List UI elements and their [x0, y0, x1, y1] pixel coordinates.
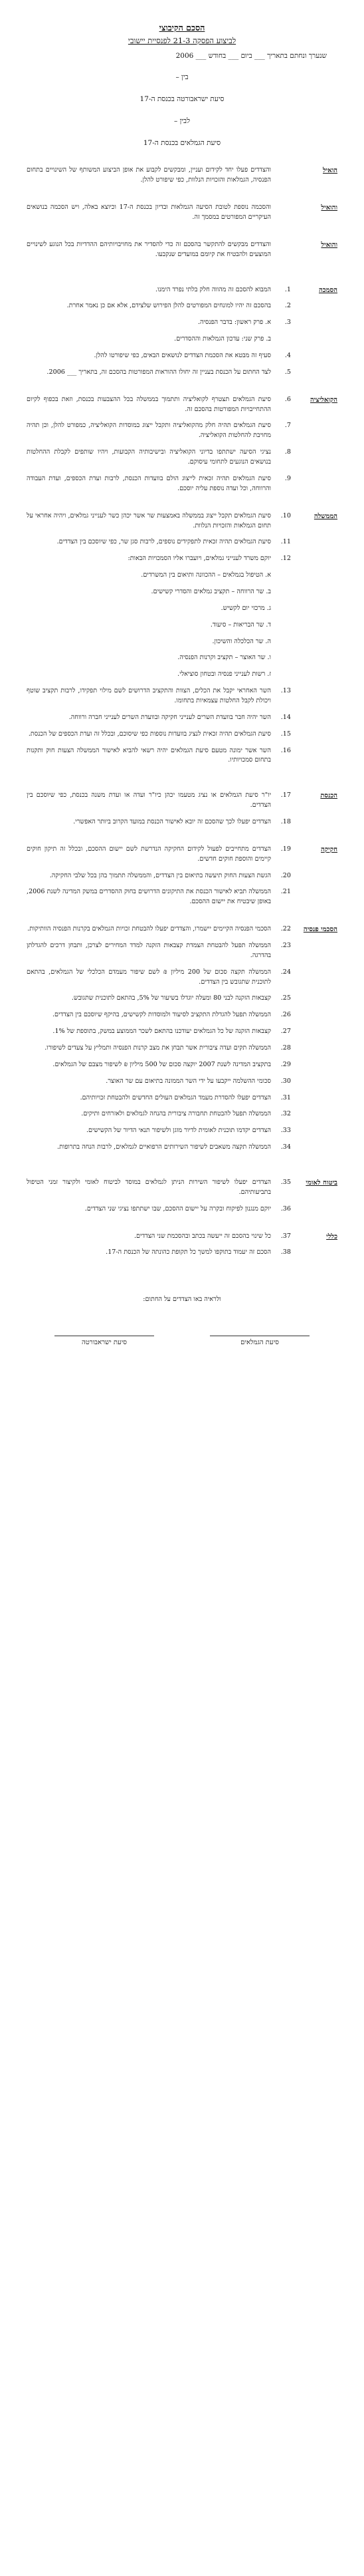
- section-row: [27, 240, 337, 267]
- clause: [27, 746, 291, 766]
- document-title: הסכם הקיבוצי: [159, 23, 205, 33]
- clause-number: 22.: [280, 925, 291, 933]
- clause: [27, 395, 291, 415]
- clause-number: 8.: [284, 448, 291, 456]
- clause-number: 19.: [280, 845, 291, 853]
- clause: [27, 335, 291, 345]
- clause-number: 35.: [280, 1179, 291, 1187]
- clause-text: קצבאות הזקנה לבני 80 ומעלה יוגדלו בשיעור של 5%, בהתאם לתוכנית שתגובש.: [71, 994, 271, 1002]
- clause-text: הצדדים מתחייבים לפעול לקידום החקיקה הנדרשת לשם יישום ההסכם, ובכלל זה תיקון חוקים קיימים והוספת חוקים חדשים.: [27, 845, 271, 863]
- clause-text: הצדדים יפעלו לשיפור השירות הניתן לגמלאים במוסד לביטוח לאומי ולקיצור זמני הטיפול בתביעותיהם.: [27, 1179, 271, 1196]
- section-heading: הואיל: [322, 167, 337, 175]
- clause-number: 20.: [280, 871, 291, 879]
- clause-number: 10.: [280, 511, 291, 519]
- clause: [27, 1248, 291, 1258]
- clause-number: 34.: [280, 1143, 291, 1151]
- section-heading: חקיקה: [321, 845, 337, 853]
- section-body: [27, 1178, 291, 1221]
- clause-number: 30.: [280, 1077, 291, 1085]
- document-header: [27, 23, 337, 45]
- clause-text: המבוא להסכם זה מהווה חלק בלתי נפרד הימנו.: [155, 285, 271, 293]
- clause-number: 21.: [280, 888, 291, 896]
- section-spacer: [27, 229, 337, 240]
- section-row: [27, 1232, 337, 1265]
- clause-number: [271, 240, 291, 260]
- clause-text: ב. שר הרווחה – תקציב גמלאים והסדרי קשישים.: [151, 587, 271, 595]
- clause-text: הממשלה תפעל להגדלת התקציב לסיעוד ולמוסדות לקשישים, בהיקף שיוסכם בין הצדדים.: [52, 1011, 271, 1019]
- clause-number: 23.: [280, 941, 291, 949]
- clause: [27, 1093, 291, 1103]
- clause: [27, 686, 291, 706]
- clause-number: 26.: [280, 1011, 291, 1019]
- clause-text: והצדדים פעלו יחד לקידום ועניין, ומבקשים לקבוע את אופן הביצוע המשותף של השינויים בתחום הפנסיה, הגמלאות והזכויות הנלוות, כפי שיפורט להלן.: [27, 166, 271, 184]
- clause-number: 16.: [280, 746, 291, 754]
- clause-text: סיעת הגמלאים תהיה זכאית לנציג בוועדות נוספות כפי שיסוכם, ובכלל זה ועדת הכספים של הכנסת.: [28, 730, 271, 738]
- section-heading: הממשלה: [314, 512, 337, 520]
- clause-number: 3.: [284, 319, 291, 327]
- clause-number: [271, 653, 291, 663]
- clause-text: יוקם משרד לענייני גמלאים, ויועברו אליו הסמכויות הבאות:: [128, 555, 271, 563]
- clause-text: הממשלה תפעל להבטחת הצמדת קצבאות הזקנה למדד המחירים לצרכן, ותבחן דרכים להגדלתן בהדרגה.: [27, 941, 271, 959]
- clause-text: הצדדים יפעלו להסדרת מעמד הגמלאים העולים החדשים ולהבטחת זכויותיהם.: [80, 1093, 271, 1101]
- clause: [27, 925, 291, 934]
- signatures: [27, 1336, 337, 1346]
- signature-right-label: סיעת ישראבורטה: [82, 1339, 127, 1347]
- clause: [27, 637, 291, 647]
- clause-text: לצד החתום על הכנסת בעניין זה יחולו ההוראות המפורטות בהסכם זה, בתאריך ___ 2006.: [46, 368, 271, 376]
- section-body: [27, 925, 291, 1159]
- clause-text: הצדדים יפעלו לכך שהסכם זה יובא לאישור הכנסת במועד הקרוב ביותר האפשרי.: [73, 817, 271, 825]
- clause: [27, 571, 291, 581]
- clause: [27, 1109, 291, 1119]
- clause-number: 5.: [284, 368, 291, 376]
- clause: [27, 1178, 291, 1198]
- section-heading: כללי: [326, 1232, 337, 1240]
- document-subtitle: לביצוע הפסקה 21-3 לפנסיית יישובי: [128, 36, 236, 45]
- clause-number: 6.: [284, 395, 291, 403]
- clause: [27, 1027, 291, 1037]
- clause-number: 32.: [280, 1110, 291, 1118]
- clause-text: הממשלה תקים ועדה ציבורית אשר תבחן את מצב קרנות הפנסיה ותמליץ על צעדים לשיפורו.: [45, 1044, 271, 1052]
- signature-left: [210, 1336, 310, 1346]
- clause-text: הממשלה תביא לאישור הכנסת את התיקונים הדרושים בחוק ההסדרים במשק המדינה לשנת 2006, באופן שיבטיח את יישום ההסכם.: [27, 888, 271, 906]
- clause: [27, 1232, 291, 1242]
- clause: [27, 1077, 291, 1087]
- clause-text: הצדדים יקדמו תוכנית לאומית לדיור מוגן ולשיפור תנאי הדיור של הקשישים.: [86, 1127, 271, 1135]
- clause-number: 17.: [280, 791, 291, 799]
- clause-number: 31.: [280, 1093, 291, 1101]
- clause: [27, 670, 291, 680]
- clause-number: 36.: [280, 1205, 291, 1213]
- clause-text: בתקציב המדינה לשנת 2007 יוקצה סכום של 500 מיליון ₪ לשיפור מצבם של הגמלאים.: [52, 1060, 271, 1068]
- section-body: [27, 511, 291, 773]
- section-body: [27, 845, 291, 914]
- section-row: [27, 791, 337, 834]
- clause: [27, 653, 291, 663]
- clause-number: [271, 670, 291, 680]
- section-body: [27, 395, 291, 501]
- section-body: [27, 166, 291, 192]
- clause: [27, 240, 291, 260]
- section-row: [27, 203, 337, 229]
- clause-text: השר אשר ימונה מטעם סיעת הגמלאים יהיה רשאי להביא לאישור הממשלה הצעות חוק ותקנות בתחום סמכויותיו.: [27, 746, 271, 764]
- clause-text: יו"ר סיעת הגמלאים או נציג מטעמו יכהן כיו"ר ועדה או ועדת משנה בכנסת, כפי שיוסכם בין הצדדים.: [27, 791, 271, 809]
- clause-number: 12.: [280, 555, 291, 563]
- signature-left-label: סיעת הגמלאים: [240, 1339, 279, 1347]
- clause: [27, 604, 291, 614]
- clause-text: הגשת הצעות החוק תיעשה בתיאום בין הצדדים, והממשלה תתמוך בהן בכל שלבי החקיקה.: [49, 871, 271, 879]
- section-row: [27, 925, 337, 1159]
- clause: [27, 1205, 291, 1215]
- clause-number: 2.: [284, 302, 291, 310]
- clause-number: 14.: [280, 713, 291, 721]
- clause: [27, 817, 291, 827]
- clause-text: סכומי ההשלמה ייקבעו על ידי השר הממונה בתיאום עם שר האוצר.: [106, 1077, 271, 1085]
- clause-text: והצדדים מבקשים להתקשר בהסכם זה כדי להסדיר את מחויבויותיהם ההדדיות בכל הנוגע לשינויים המוצעים ולהבטיח את קיומם במועדים שנקבעו.: [27, 240, 271, 258]
- clause-number: 28.: [280, 1044, 291, 1052]
- section-spacer: [27, 772, 337, 791]
- section-body: [27, 203, 291, 229]
- clause: [27, 994, 291, 1004]
- clause: [27, 621, 291, 631]
- section-heading: ביטוח לאומי: [306, 1179, 337, 1187]
- clause-text: ה. שר הכלכלה והשיכון.: [212, 637, 271, 645]
- section-spacer: [27, 501, 337, 511]
- clause-number: [271, 637, 291, 647]
- clause-text: סיעת הגמלאים תצטרף לקואליציה ותתמוך בממשלה בכל ההצבעות בכנסת, וזאת בכפוף לקיום ההתחייבויות המפורטות בהסכם זה.: [27, 395, 271, 413]
- party-a: סיעת ישראבורטה בכנסת ה-17: [139, 95, 225, 104]
- section-body: [27, 285, 291, 384]
- clause: [27, 166, 291, 186]
- clause: [27, 285, 291, 295]
- clause-text: ד. שר הבריאות – סיעוד.: [210, 621, 271, 629]
- clause-text: א. הטיפול בגמלאים – ההכוונה ותיאום בין המשרדים.: [141, 571, 271, 579]
- section-row: [27, 845, 337, 914]
- section-heading: הקואליציה: [310, 396, 337, 404]
- clause: [27, 1126, 291, 1136]
- section-heading: הכנסת: [320, 792, 337, 800]
- clause-text: הסכם זה יעמוד בתוקפו למשך כל תקופת כהונתה של הכנסת ה-17.: [106, 1248, 271, 1256]
- clause-text: סיעת הגמלאים תהיה זכאית לייצוג הולם בוועדות הכנסת, לרבות ועדת הכספים, ועדת העבודה והרווחה, וכל ועדה נוספת עליה יוסכם.: [27, 474, 271, 492]
- clause-number: 33.: [280, 1127, 291, 1135]
- clause-text: קצבאות הזקנה של כל הגמלאים יעודכנו בהתאם לשכר הממוצע במשק, בתוספת של 1%.: [52, 1028, 271, 1036]
- section-row: [27, 395, 337, 501]
- clause: [27, 318, 291, 328]
- section-body: [27, 1232, 291, 1265]
- clause: [27, 1060, 291, 1070]
- clause-text: סיעת הגמלאים תהיה חלק מהקואליציה ותקבל ייצוג במוסדות הקואליציה, כמפורט להלן, וכן תהיה מחויבת להחלטות הקואליציה.: [27, 422, 271, 440]
- clause-number: 24.: [280, 968, 291, 976]
- clause-text: השר יהיה חבר בוועדת השרים לענייני חקיקה ובוועדת השרים לענייני חברה ורווחה.: [68, 713, 271, 721]
- clause-number: 11.: [280, 538, 291, 546]
- clause: [27, 713, 291, 723]
- clause-text: סיעת הגמלאים תקבל ייצוג בממשלה באמצעות שר אשר יכהן כשר לענייני גמלאים, ויהיה אחראי על תחום הגמלאות והזכויות הנלוות.: [27, 511, 271, 529]
- clause: [27, 968, 291, 988]
- clause: [27, 203, 291, 223]
- and-label: לבין –: [174, 116, 190, 125]
- clause: [27, 368, 291, 378]
- section-spacer: [27, 192, 337, 203]
- section-spacer: [27, 1221, 337, 1232]
- clause-number: [271, 203, 291, 223]
- clause: [27, 1044, 291, 1054]
- clause-number: 18.: [280, 817, 291, 825]
- clause: [27, 421, 291, 441]
- section-spacer: [27, 914, 337, 925]
- section-row: [27, 511, 337, 773]
- section-spacer: [27, 834, 337, 845]
- between-label: בין –: [175, 73, 189, 82]
- clause-number: 1.: [284, 285, 291, 293]
- clause: [27, 351, 291, 361]
- clause-text: הסכמי הפנסיה הקיימים יישמרו, והצדדים יפעלו להבטחת זכויות הגמלאים בקרנות הפנסיה הוותיקות.: [27, 925, 271, 933]
- section-row: [27, 285, 337, 384]
- clause-number: [271, 571, 291, 581]
- clause: [27, 845, 291, 865]
- section-heading: והואיל: [321, 241, 337, 249]
- clause-text: סיעת הגמלאים תהיה זכאית לתפקידים נוספים, לרבות סגן שר, כפי שיוסכם בין הצדדים.: [56, 538, 271, 546]
- clause-text: ו. שר האוצר – תקציב וקרנות הפנסיה.: [177, 654, 271, 662]
- clause-text: הממשלה תפעל להבטחת תחבורה ציבורית בהנחה לגמלאים ולאזרחים ותיקים.: [81, 1110, 271, 1118]
- party-b: סיעת הגמלאים בכנסת ה-17: [143, 138, 221, 147]
- clause: [27, 554, 291, 564]
- clause-number: 7.: [284, 422, 291, 430]
- clause-number: 38.: [280, 1248, 291, 1256]
- clause-number: [271, 335, 291, 345]
- section-spacer: [27, 384, 337, 395]
- clause-number: 15.: [280, 730, 291, 738]
- clause: [27, 474, 291, 494]
- clause-text: ג. מרכזי יום לקשיש.: [221, 604, 271, 612]
- clause-number: 27.: [280, 1028, 291, 1036]
- clause-number: [271, 166, 291, 186]
- clause-number: 9.: [284, 474, 291, 482]
- clause-text: השר האחראי יקבל את הכלים, הצוות והתקציב הדרושים לשם מילוי תפקידו, לרבות תקציב שוטף ויכולת לקבל החלטות עצמאיות בתחומו.: [27, 687, 271, 704]
- clause-number: 4.: [284, 352, 291, 360]
- clause: [27, 448, 291, 468]
- clause-number: 25.: [280, 994, 291, 1002]
- signature-right: [54, 1336, 154, 1346]
- clause: [27, 791, 291, 811]
- clause-number: 13.: [280, 687, 291, 695]
- section-body: [27, 791, 291, 834]
- clause-text: נציגי הסיעה ישתתפו בדיוני הקואליציה ובישיבותיה הקבועות, ויהיו שותפים לקבלת ההחלטות בנושאים הנוגעים לתחומי עיסוקם.: [27, 448, 271, 466]
- parties-block: [27, 72, 337, 148]
- section-spacer: [27, 1264, 337, 1275]
- clause-text: א. פרק ראשון: בדבר הפנסיה.: [197, 319, 271, 327]
- clause: [27, 730, 291, 740]
- clause: [27, 1010, 291, 1020]
- clause-text: סעיף זה מבטא את הסכמת הצדדים לנושאים הבאים, כפי שיפורטו להלן.: [94, 352, 271, 360]
- clause: [27, 511, 291, 531]
- clause-text: כל שינוי בהסכם זה ייעשה בכתב ובהסכמת שני הצדדים.: [134, 1232, 271, 1240]
- clause-number: [271, 604, 291, 614]
- clause: [27, 1143, 291, 1153]
- section-heading: והואיל: [321, 204, 337, 212]
- clause: [27, 301, 291, 311]
- clause-number: [271, 621, 291, 631]
- clause: [27, 537, 291, 547]
- section-spacer: [27, 1159, 337, 1178]
- clause-text: יוקם מנגנון לפיקוח ובקרה על יישום ההסכם, שבו ישתתפו נציגי שני הצדדים.: [84, 1205, 271, 1213]
- section-row: [27, 1178, 337, 1221]
- clause-number: 37.: [280, 1232, 291, 1240]
- section-heading: הסכמי פנסיה: [303, 926, 337, 934]
- agreement-sections: [27, 166, 337, 1275]
- clause-text: ב. פרק שני: עדכון הגמלאות וההסדרים.: [174, 335, 271, 343]
- section-body: [27, 240, 291, 267]
- clause: [27, 871, 291, 881]
- clause: [27, 587, 291, 597]
- clause-number: 29.: [280, 1060, 291, 1068]
- section-spacer: [27, 267, 337, 285]
- closing-text: ולראיה באו הצדדים על החתום:: [143, 1296, 221, 1304]
- section-row: [27, 166, 337, 192]
- intro-text: שנערך ונחתם בתאריך ___ ביום ___ בחודש ___ 2006: [175, 52, 327, 60]
- clause-text: ז. רשות לענייני פנסיה ובטחון סוציאלי.: [177, 670, 271, 678]
- clause: [27, 941, 291, 961]
- clause-text: והסכמה נוספת לטובת הסיעה הגמלאות ובדיון בכנסת ה-17 וכיוצא באלה, ויש הסכמה בנושאים העיקריים המפורטים במסמך זה.: [27, 204, 271, 221]
- section-heading: הסמכה: [318, 286, 337, 294]
- clause-number: [271, 587, 291, 597]
- clause: [27, 887, 291, 907]
- clause-text: הממשלה תקצה משאבים לשיפור השירותים הרפואיים לגמלאים, לרבות הנחה בתרופות.: [57, 1143, 271, 1151]
- clause-text: הממשלה תקצה סכום של 200 מיליון ₪ לשם שיפור מעמדם הכלכלי של הגמלאים, בהתאם לתוכנית שתגובש בין הצדדים.: [27, 968, 271, 986]
- clause-text: בהסכם זה יהיו למונחים המפורטים להלן הפירוש שלצידם, אלא אם כן נאמר אחרת.: [66, 302, 271, 310]
